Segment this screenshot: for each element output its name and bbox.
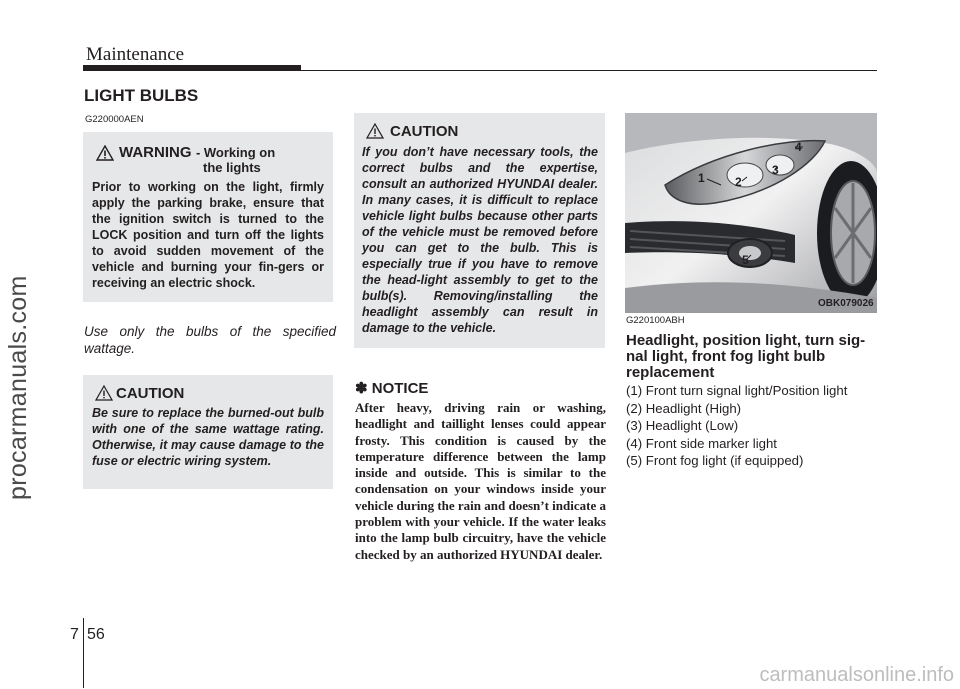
header-rule-thick (83, 65, 301, 71)
callout-1: 1 (698, 171, 705, 185)
footer-divider (83, 618, 84, 688)
caution-triangle-icon (95, 385, 113, 401)
warning-label: WARNING (119, 144, 192, 161)
headlight-section-code: G220100ABH (626, 315, 685, 326)
caution-left-body: Be sure to replace the burned-out bulb with one of the same wattage rating. Otherwise, it may cause damage to the fuse or electric wiring system. (92, 406, 324, 468)
warning-subtitle-line1: - Working on (195, 145, 276, 160)
list-item: (3) Headlight (Low) (626, 418, 739, 433)
callout-5: 5 (742, 253, 749, 267)
notice-body: After heavy, driving rain or washing, headlight and taillight lenses could appear frosty. This condition is caused by the temperature difference between the lamp inside and outside. This is similar to the condensation on your windows inside your vehicle during the rain and doesn’t indicate a problem with your vehicle. If the water leaks into the lamp bulb circuitry, have the vehicle checked by an authorized HYUNDAI dealer. (355, 400, 606, 562)
list-item: (4) Front side marker light (626, 435, 777, 451)
caution-middle-body: If you don’t have necessary tools, the correct bulbs and the expertise, consult an authorized HYUNDAI dealer. In many cases, it is difficult to replace vehicle light bulbs because other parts of the vehicle must be removed before you can get to the bulb. This is especially true if you have to remove the head-light assembly to get to the bulb(s). Removing/installing the headlight assembly can result in damage to the vehicle. (362, 145, 598, 335)
callout-3: 3 (772, 163, 779, 177)
callout-2: 2 (735, 175, 742, 189)
caution-triangle-icon (366, 123, 384, 139)
page-number: 56 (87, 626, 105, 643)
caution-box-middle (354, 113, 605, 348)
warning-box (83, 132, 333, 302)
side-watermark: procarmanuals.com (4, 275, 32, 500)
caution-left-heading: CAUTION (116, 385, 185, 402)
chapter-number: 7 (70, 626, 79, 643)
caution-box-left (83, 375, 333, 489)
wattage-note: Use only the bulbs of the specified wattage. (84, 324, 336, 356)
warning-subtitle-line2: the lights (203, 160, 261, 175)
notice-asterisk-icon: ✽ (355, 380, 368, 397)
bottom-watermark: carmanualsonline.info (759, 664, 954, 686)
notice-label: NOTICE (371, 380, 429, 397)
figure-label: OBK079026 (818, 298, 874, 309)
list-item: (5) Front fog light (if equipped) (626, 453, 804, 468)
header-rule-thin (301, 70, 877, 71)
header-title: Maintenance (86, 44, 185, 65)
list-item: (1) Front turn signal light/Position light (626, 383, 848, 398)
bulb-list (626, 382, 878, 470)
warning-triangle-icon (96, 145, 114, 161)
caution-middle-heading: CAUTION (390, 123, 459, 140)
list-item: (2) Headlight (High) (626, 400, 742, 416)
section-code: G220000AEN (85, 114, 144, 125)
car-front-photo (625, 113, 877, 313)
notice-heading (355, 379, 428, 397)
callout-lines (625, 113, 877, 313)
headlight-section-title: Headlight, position light, turn sig-nal light, front fog light bulb replacement (626, 332, 866, 381)
warning-body: Prior to working on the light, firmly apply the parking brake, ensure that the ignition switch is turned to the LOCK position and turn off the lights to avoid sudden movement of the vehicle and burning your fin-gers or receiving an electric shock. (92, 180, 324, 290)
callout-4: 4 (795, 140, 802, 154)
section-title: LIGHT BULBS (84, 86, 199, 105)
